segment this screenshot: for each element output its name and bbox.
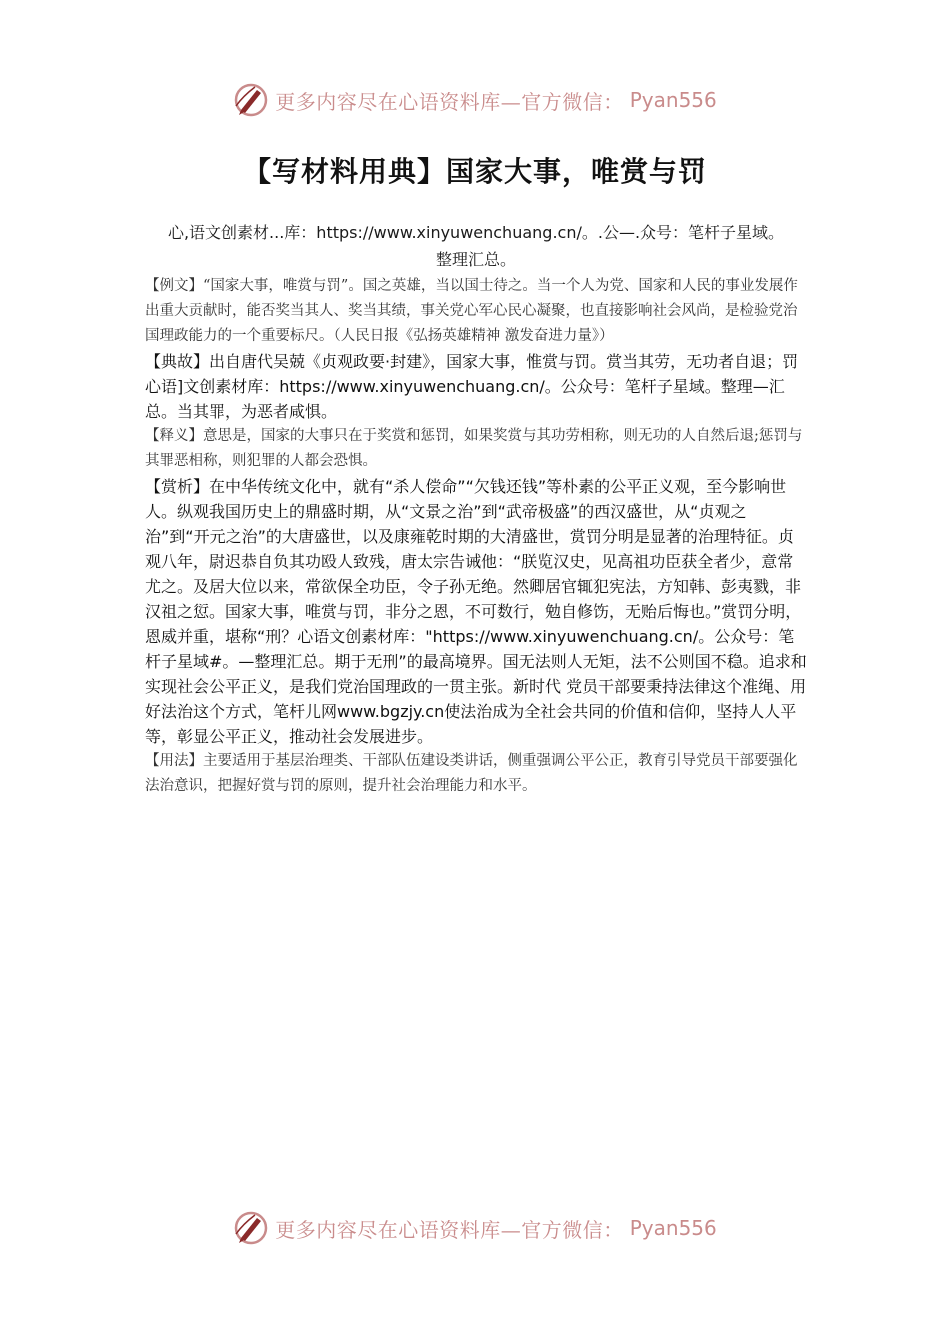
section-origin: 【典故】出自唐代吴兢《贞观政要·封建》，国家大事，惟赏与罚。赏当其劳，无功者自退；罚心语]文创素材库：https://www.xinyuwenchuang.cn/。公众号：笔杆子星域。整理—汇总。当其罪，为恶者咸惧。 xyxy=(145,352,799,421)
footer-banner-text: 更多内容尽在心语资料库—官方微信： xyxy=(275,1217,624,1242)
section-example: 【例文】“国家大事，唯赏与罚”。国之英雄，当以国士待之。当一个人为党、国家和人民的事业发展作出重大贡献时，能否奖当其人、奖当其绩，事关党心军心民心凝聚，也直接影响社会风尚，是检验党治国理政能力的一个重要标尺。（人民日报《弘扬英雄精神 激发奋进力量》） xyxy=(145,278,798,344)
section-usage: 【用法】主要适用于基层治理类、干部队伍建设类讲话，侧重强调公平公正，教育引导党员干部要强化法治意识，把握好赏与罚的原则，提升社会治理能力和水平。 xyxy=(145,753,798,794)
section-meaning: 【释义】意思是，国家的大事只在于奖赏和惩罚，如果奖赏与其功劳相称，则无功的人自然后退;惩罚与其罪恶相称，则犯罪的人都会恐惧。 xyxy=(145,428,803,469)
header-banner-id: Pyan556 xyxy=(629,88,717,112)
header-banner-text: 更多内容尽在心语资料库—官方微信： xyxy=(275,89,624,114)
header-banner xyxy=(0,82,950,118)
source-line-2: 整理汇总。 xyxy=(435,250,516,269)
footer-banner-id: Pyan556 xyxy=(629,1216,717,1240)
footer-banner xyxy=(0,1210,950,1246)
pen-circle-logo-icon xyxy=(233,1210,269,1246)
source-line-1: 心,语文创素材...库：https://www.xinyuwenchuang.cn/。.公—.众号：笔杆子星域。 xyxy=(167,223,785,242)
pen-circle-logo-icon xyxy=(233,82,269,118)
page-title: 【写材料用典】国家大事，唯赏与罚 xyxy=(242,155,707,188)
section-analysis: 【赏析】在中华传统文化中，就有“杀人偿命”“欠钱还钱”等朴素的公平正义观，至今影响世人。纵观我国历史上的鼎盛时期，从“文景之治”到“武帝极盛”的西汉盛世，从“贞观之治”到“开元之治”的大唐盛世，以及康雍乾时期的大清盛世，赏罚分明是显著的治理特征。贞观八年，尉迟恭自负其功殴人致残，唐太宗告诫他：“朕览汉史，见高祖功臣获全者少，意常尤之。及居大位以来，常欲保全功臣，令子孙无绝。然卿居官辄犯宪法，方知韩、彭夷戮，非汉祖之愆。国家大事，唯赏与罚，非分之恩，不可数行，勉自修饬，无贻后悔也。”赏罚分明，恩威并重，堪称“刑？心语文创素材库："https://www.xinyuwenchuang.cn/。公众号：笔杆子星域#。—整理汇总。期于无刑”的最高境界。国无法则人无矩，法不公则国不稳。追求和实现社会公平正义，是我们党治国理政的一贯主张。新时代 党员干部要秉持法律这个准绳、用好法治这个方式，笔杆儿网www.bgzjy.cn使法治成为全社会共同的价值和信仰，坚持人人平等，彰显公平正义，推动社会发展进步。 xyxy=(145,477,807,746)
article-body xyxy=(145,220,807,799)
